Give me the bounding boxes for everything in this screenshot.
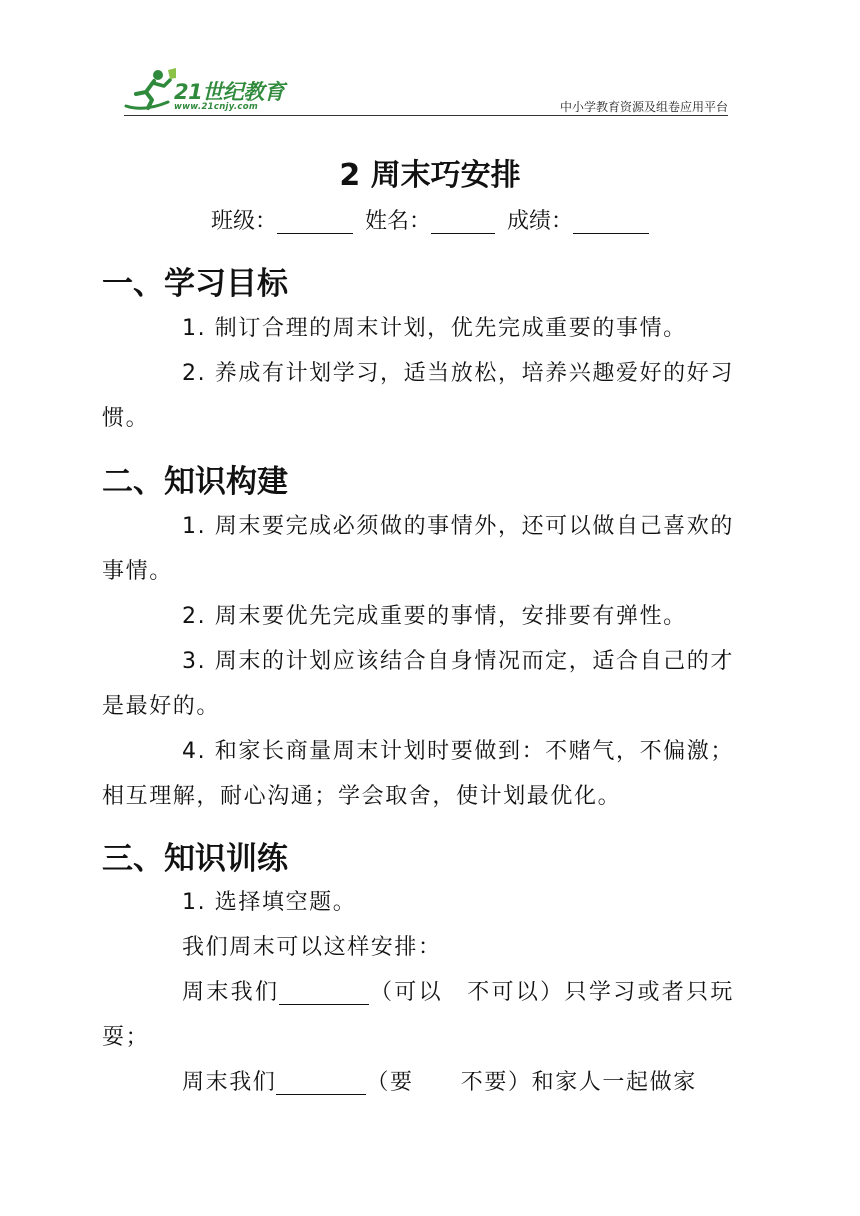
- score-label: 成绩：: [507, 209, 574, 234]
- goal-item-2: 2. 养成有计划学习，适当放松，培养兴趣爱好的好习惯。: [102, 361, 734, 431]
- practice-intro: 我们周末可以这样安排：: [182, 935, 442, 960]
- fill-options: （可以 不可以）: [369, 980, 565, 1005]
- section-heading-knowledge: 二、知识构建: [102, 464, 288, 500]
- practice-instruction: 1. 选择填空题。: [182, 890, 357, 915]
- student-info-line: [0, 205, 860, 239]
- header-divider: [124, 115, 728, 116]
- section-heading-practice: 三、知识训练: [102, 841, 288, 877]
- knowledge-item-4: 4. 和家长商量周末计划时要做到：不赌气，不偏激；相互理解，耐心沟通；学会取舍，使计划最优化。: [102, 739, 734, 809]
- fill-blank[interactable]: [276, 1068, 366, 1095]
- knowledge-item-2: 2. 周末要优先完成重要的事情，安排要有弹性。: [182, 604, 687, 629]
- score-blank[interactable]: [573, 209, 649, 234]
- class-blank[interactable]: [277, 209, 353, 234]
- fill-suffix: 和家人一起做家: [531, 1070, 697, 1095]
- runner-logo-icon: [124, 66, 176, 114]
- fill-options: （要 不要）: [366, 1070, 532, 1095]
- goal-item-1: 1. 制订合理的周末计划，优先完成重要的事情。: [182, 316, 687, 341]
- page-title: 2 周末巧安排: [339, 158, 521, 193]
- fill-suffix: 只学习或者只玩耍；: [102, 980, 734, 1050]
- logo-text: 21世纪教育: [174, 80, 285, 104]
- fill-blank[interactable]: [279, 978, 369, 1005]
- name-label: 姓名：: [364, 209, 431, 234]
- section-heading-goals: 一、学习目标: [102, 266, 288, 302]
- platform-label: 中小学教育资源及组卷应用平台: [559, 100, 728, 114]
- fill-question-1: [102, 970, 734, 1060]
- logo: [124, 66, 294, 114]
- fill-prefix: 周末我们: [182, 980, 280, 1005]
- class-label: 班级：: [210, 209, 277, 234]
- knowledge-item-3: 3. 周末的计划应该结合自身情况而定，适合自己的才是最好的。: [102, 649, 734, 719]
- knowledge-item-1: 1. 周末要完成必须做的事情外，还可以做自己喜欢的事情。: [102, 514, 734, 584]
- name-blank[interactable]: [431, 209, 495, 234]
- page-header: [124, 66, 728, 118]
- fill-prefix: 周末我们: [182, 1070, 277, 1095]
- fill-question-2: [102, 1060, 734, 1105]
- logo-url: www.21cnjy.com: [174, 102, 258, 112]
